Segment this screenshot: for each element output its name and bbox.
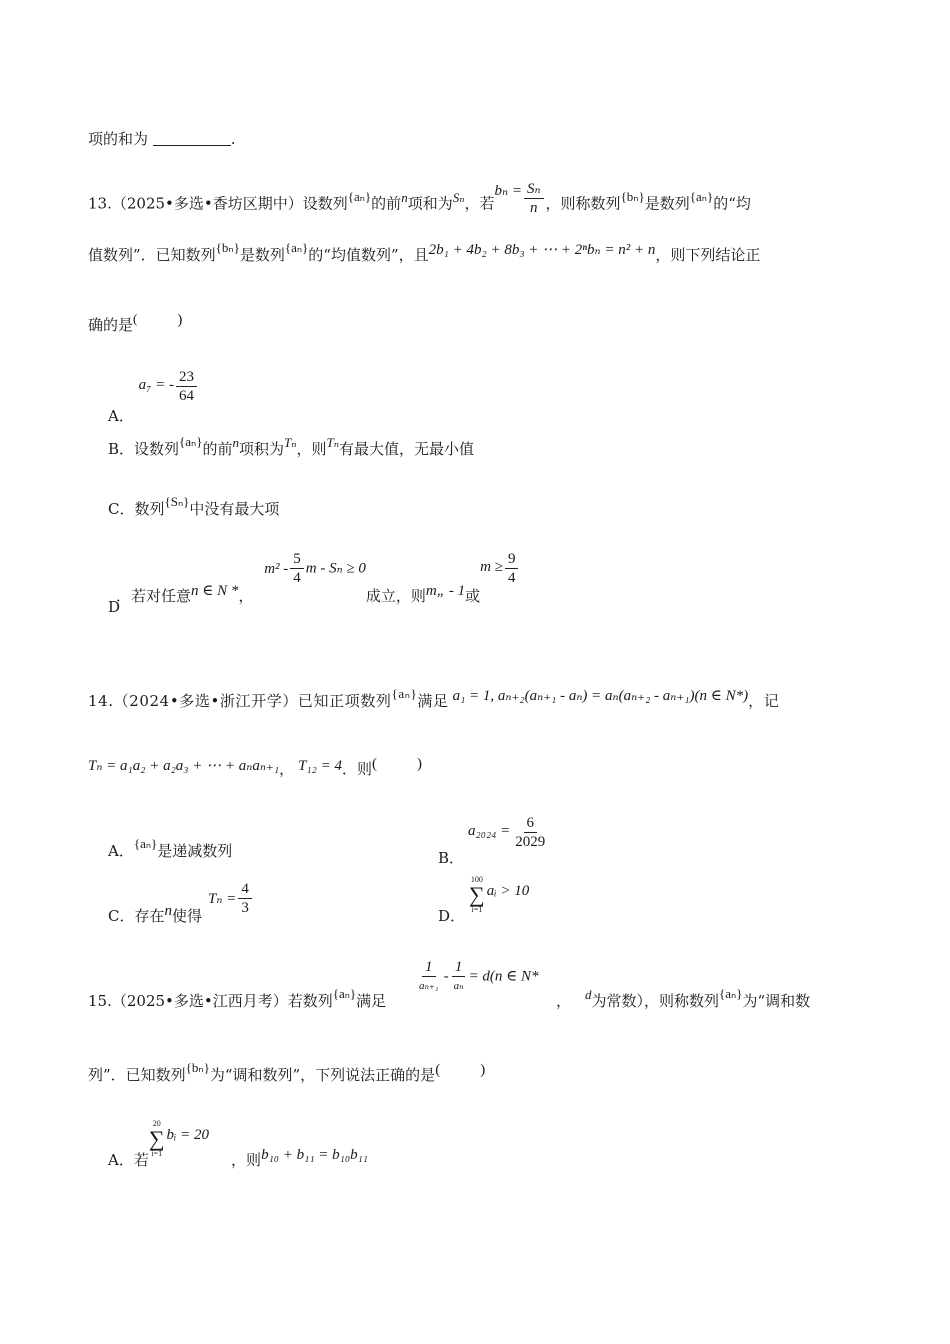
frac-num: 23	[176, 368, 197, 387]
option-c-frac	[238, 880, 252, 917]
option-b-n: n	[232, 435, 239, 450]
q15-condition	[414, 958, 539, 995]
option-text: 数列	[134, 500, 165, 518]
q15-text: 为“调和数	[742, 992, 811, 1010]
frac-den: aₙ₊₁	[419, 980, 439, 992]
sigma-lower: i=1	[471, 905, 483, 914]
option-text: ．	[116, 586, 132, 605]
option-b-expr: a₂₀₂₄ =	[468, 822, 511, 839]
q14-question: ．则	[341, 760, 372, 778]
frac-den: 64	[178, 388, 194, 404]
option-d-ineq: m² -	[264, 560, 289, 577]
option-b-Tn: Tₙ	[326, 435, 340, 450]
q15-text-block	[88, 986, 387, 1013]
option-text: 存在	[134, 906, 165, 925]
frac-num: 9	[505, 550, 519, 569]
option-text: ，	[238, 586, 254, 605]
option-label: A．	[108, 406, 134, 425]
option-text: 项积为	[239, 440, 285, 458]
q13-text: 项和为	[407, 194, 453, 213]
q15-text: 满足	[356, 992, 387, 1010]
frac-num: 4	[238, 880, 252, 899]
q13-question: 确的是	[88, 316, 134, 334]
frac-den: 2029	[515, 834, 546, 850]
q14-prefix: 14.（2024•多选•浙江开学）已知正项数列	[88, 692, 392, 710]
q13-option-d[interactable]	[108, 550, 520, 616]
q13-text: ，则称数列	[545, 194, 621, 213]
q14-Tn-def: Tₙ = a₁a₂ + a₂a₃ + ⋯ + aₙaₙ₊₁	[88, 758, 280, 774]
option-text: 设数列	[134, 440, 180, 458]
frac-den: n	[530, 200, 538, 216]
q13-text: 是数列	[644, 194, 690, 213]
option-label: D	[108, 598, 121, 616]
q15-prefix: 15.（2025•多选•江西月考）若数列	[88, 992, 333, 1010]
q13-text: 的前	[371, 194, 402, 213]
answer-paren-close: )	[177, 312, 183, 328]
q15-an-set: {aₙ}	[719, 986, 743, 1001]
q15-minus: -	[443, 968, 449, 985]
q12-period: .	[230, 130, 236, 148]
frac-num: 5	[290, 550, 304, 569]
q13-an-set: {aₙ}	[284, 240, 309, 255]
answer-blank[interactable]	[153, 131, 231, 146]
answer-paren-close: )	[480, 1062, 486, 1078]
option-d-frac	[505, 550, 519, 587]
sigma-upper: 100	[470, 875, 483, 884]
option-a-sum: bᵢ = 20	[166, 1127, 210, 1143]
q15-text-block-2	[556, 986, 811, 1013]
option-d-expr: aᵢ > 10	[486, 883, 530, 899]
option-label: A．	[108, 1151, 134, 1169]
option-a-an-set: {aₙ}	[133, 836, 158, 851]
option-d-ineq: m - Sₙ ≥ 0	[305, 560, 366, 577]
q13-text: 是数列	[239, 246, 285, 264]
option-label: B．	[438, 848, 465, 867]
q15-bn-set: {bₙ}	[185, 1060, 210, 1075]
q13-text: ，若	[464, 194, 495, 213]
q14-an-set: {aₙ}	[391, 686, 418, 701]
q13-Sn: Sₙ	[452, 189, 465, 205]
q13-option-a[interactable]	[108, 368, 199, 425]
q14-text: ，记	[748, 692, 780, 710]
q13-line-3	[88, 311, 864, 337]
option-label: C．	[108, 500, 135, 518]
q15-question: 为“调和数列”，下列说法正确的是	[209, 1066, 436, 1084]
frac-num: 1	[452, 958, 466, 977]
option-text: 的前	[202, 440, 233, 458]
q12-tail-text: 项的和为	[88, 130, 149, 148]
option-label: D．	[438, 907, 466, 925]
option-label: C．	[108, 906, 135, 925]
q13-an-set: {aₙ}	[347, 188, 372, 204]
frac-num: Sₙ	[524, 180, 544, 199]
sigma-symbol: 100 ∑ i=1	[469, 875, 485, 914]
option-d-frac	[290, 550, 304, 587]
option-b-frac	[512, 814, 548, 851]
q13-text: 的“均值数列”，且	[308, 246, 429, 264]
answer-paren-open: (	[372, 756, 377, 772]
option-text: ，则	[231, 1151, 262, 1169]
q15-frac-1	[416, 958, 442, 995]
q13-n: n	[401, 189, 408, 205]
frac-den: 3	[241, 900, 249, 916]
q14-option-b[interactable]	[438, 814, 550, 867]
frac-den: 4	[293, 570, 301, 586]
frac-num: 1	[422, 958, 436, 977]
option-text: 成立，则	[365, 586, 426, 605]
option-d-range: m„ - 1	[425, 582, 466, 599]
q14-T12: T₁₂ = 4	[298, 758, 342, 774]
q13-text: 值数列”．已知数列	[88, 246, 216, 264]
option-c-n: n	[164, 902, 172, 919]
q13-text: 的“均	[713, 194, 751, 213]
option-text: 中没有最大项	[189, 500, 280, 518]
q13-line-2	[88, 240, 864, 267]
answer-paren-close: )	[417, 756, 422, 772]
q13-an-set: {aₙ}	[689, 188, 714, 204]
q15-text: 列”．已知数列	[88, 1066, 186, 1084]
option-text: ，则	[296, 440, 327, 458]
q15-option-a[interactable]	[108, 1119, 369, 1169]
option-text: 或	[465, 586, 481, 605]
q15-line-1	[88, 958, 864, 1018]
q14-option-a[interactable]	[108, 836, 233, 861]
option-c-Sn-set: {Sₙ}	[164, 494, 190, 509]
option-a-conclusion: b₁₀ + b₁₁ = b₁₀b₁₁	[261, 1147, 369, 1163]
q14-option-c[interactable]	[108, 880, 254, 925]
frac-den: 4	[507, 570, 516, 586]
q14-text: ，	[279, 760, 295, 778]
q13-bn-def-left: bₙ =	[494, 182, 522, 199]
q14-line-2	[88, 758, 864, 781]
q15-line-2	[88, 1060, 864, 1087]
option-text: 是递减数列	[157, 842, 233, 860]
q13-bn-def-frac	[524, 180, 544, 217]
q12-tail-line	[88, 128, 864, 150]
option-b-Tn: Tₙ	[284, 435, 297, 450]
q15-text: ，	[556, 992, 572, 1010]
option-b-an-set: {aₙ}	[179, 434, 203, 449]
q15-d: d	[585, 987, 592, 1002]
q14-line-1	[88, 686, 864, 713]
frac-num: 6	[524, 814, 538, 833]
answer-paren-open: (	[133, 311, 138, 326]
q13-option-b[interactable]	[108, 434, 475, 459]
option-text: 使得	[172, 906, 203, 925]
option-a-expr: a₇ = -	[138, 376, 174, 393]
q13-line-1	[88, 181, 864, 223]
answer-paren-open: (	[435, 1062, 441, 1078]
sigma-upper: 20	[152, 1119, 161, 1128]
option-d-condition: n ∈ N *	[191, 582, 239, 599]
option-text: 若	[133, 1151, 149, 1169]
q14-option-d[interactable]	[438, 875, 530, 925]
q13-option-c[interactable]	[108, 494, 280, 519]
option-c-expr: Tₙ =	[208, 890, 237, 907]
q15-text: 为常数），则称数列	[591, 992, 720, 1010]
option-text: 有最大值，无最小值	[339, 440, 475, 458]
q13-prefix: 13.（2025•多选•香坊区期中）设数列	[88, 194, 348, 213]
option-a-frac	[176, 368, 197, 405]
q15-frac-2	[451, 958, 467, 995]
sigma-symbol: 20 ∑ i=1	[148, 1119, 165, 1158]
q13-bn-set: {bₙ}	[620, 188, 645, 204]
q13-text: ，则下列结论正	[655, 246, 761, 264]
q15-rhs: = d(n ∈ N*	[468, 968, 539, 985]
q13-given-equation: 2b₁ + 4b₂ + 8b₃ + ⋯ + 2ⁿbₙ = n² + n	[428, 242, 656, 258]
q13-bn-set: {bₙ}	[215, 240, 240, 255]
option-text: 若对任意	[131, 586, 192, 605]
q14-text: 满足	[417, 692, 449, 710]
option-label: B．	[108, 440, 135, 458]
sigma-lower: i=1	[151, 1149, 163, 1158]
frac-den: aₙ	[453, 980, 464, 992]
option-label: A．	[108, 842, 134, 860]
q15-an-set: {aₙ}	[332, 986, 357, 1001]
option-d-range: m ≥	[480, 558, 503, 575]
q14-condition: a₁ = 1, aₙ₊₂(aₙ₊₁ - aₙ) = aₙ(aₙ₊₂ - aₙ₊₁)(n ∈ N*)	[452, 688, 749, 704]
